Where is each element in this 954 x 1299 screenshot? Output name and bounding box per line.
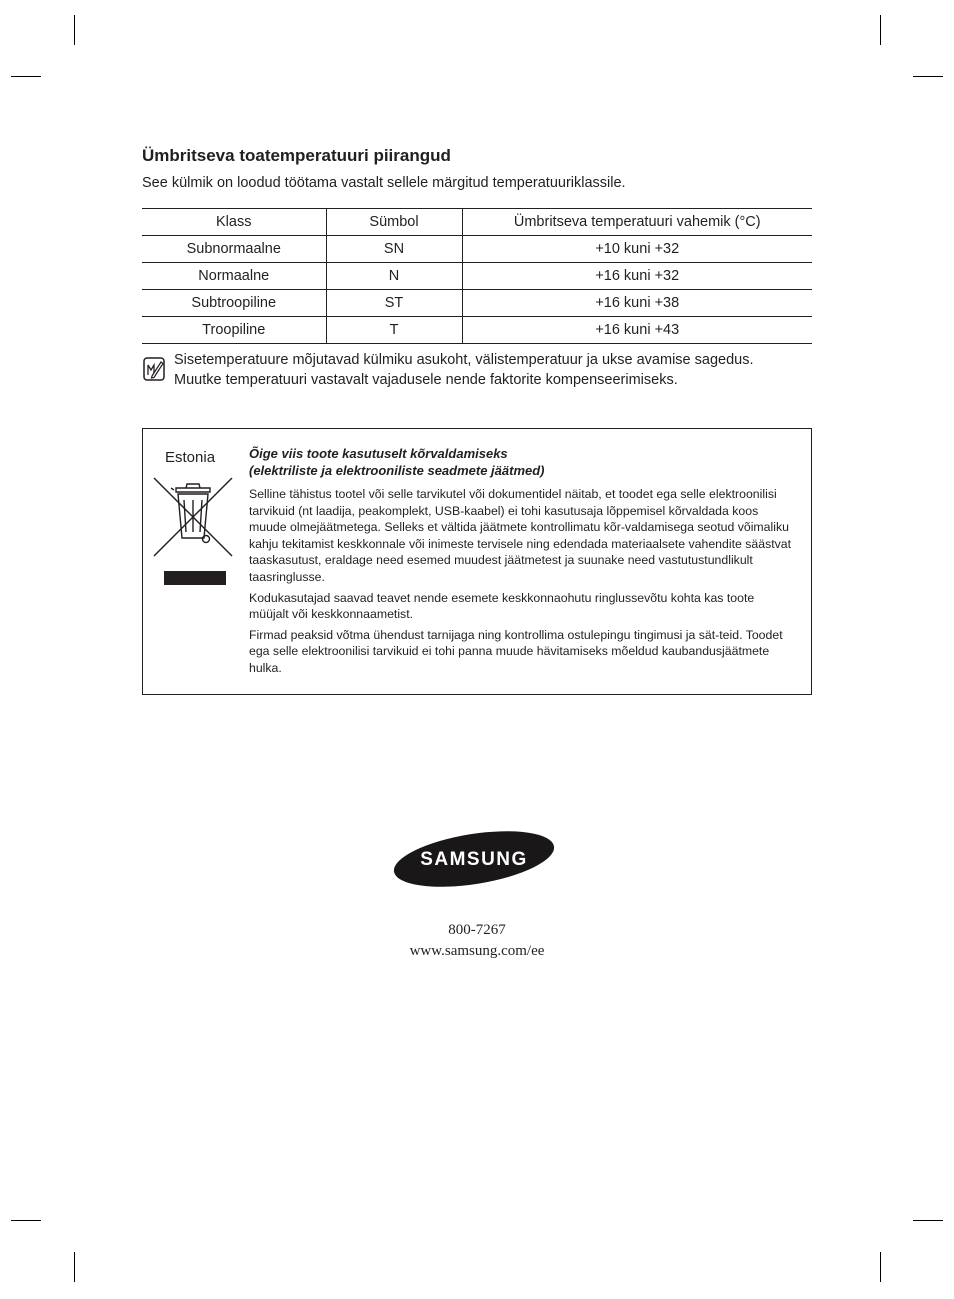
crop-mark [74,15,75,45]
table-header-row [142,209,812,236]
symbol-cell: SN [326,236,462,263]
symbol-cell: ST [326,290,462,317]
note-text [174,350,814,390]
weee-disposal-box [142,428,812,695]
weee-title [249,445,789,479]
country-label: Estonia [165,449,216,466]
crop-mark [11,1220,41,1221]
column-header-symbol: Sümbol [326,209,462,236]
section-title: Ümbritseva toatemperatuuri piirangud [142,146,451,165]
weee-paragraph: Selline tähistus tootel või selle tarvikutel või dokumentidel näitab, et toodet ega selle elektroonilisi tarvikuid (nt laadija, peakomplekt, USB-kaabel) ei tohi kasutusaja lõppemisel kõrvaldada koos muude olmejäätmetega. Selleks et vältida jäätmete kontrollimatu kõr-valdamisega seotud võimaliku kahju tekitamist keskkonnale või inimeste tervisele ning edendada materiaalsete vahendite säästvat taaskasutust, eraldage need esemed muudest jäätmetest ja suunake need vastutustundlikult taasringlusse. [249,487,792,584]
weee-title-line: (elektriliste ja elektrooniliste seadmete jäätmed) [249,463,545,478]
class-cell: Troopiline [142,317,326,344]
table-row [142,290,812,317]
crop-mark [913,1220,943,1221]
phone-number: 800-7267 [448,922,506,938]
crossed-out-wheelie-bin-icon [152,476,234,558]
class-cell: Normaalne [142,263,326,290]
weee-title-line: Õige viis toote kasutuselt kõrvaldamiseks [249,446,508,461]
table-row [142,236,812,263]
range-cell: +16 kuni +32 [462,263,812,290]
samsung-logo [392,830,556,888]
crop-mark [913,76,943,77]
table-row [142,263,812,290]
crop-mark [880,1252,881,1282]
temperature-class-table [142,208,812,344]
class-cell: Subtroopiline [142,290,326,317]
crop-mark [880,15,881,45]
website-link[interactable]: www.samsung.com/ee [409,943,545,959]
contact-block [377,920,577,962]
range-cell: +16 kuni +38 [462,290,812,317]
class-cell: Subnormaalne [142,236,326,263]
weee-black-bar [164,571,226,585]
weee-paragraph: Kodukasutajad saavad teavet nende esemete keskkonnaohutu ringlussevõtu kohta kas toote müüjalt või keskkonnaametist. [249,590,755,622]
range-cell: +10 kuni +32 [462,236,812,263]
column-header-class: Klass [142,209,326,236]
note-line: Muutke temperatuuri vastavalt vajadusele nende faktorite kompenseerimiseks. [174,372,678,388]
crop-mark [11,76,41,77]
note-pencil-icon [143,357,165,381]
crop-mark [74,1252,75,1282]
symbol-cell: N [326,263,462,290]
samsung-logo-text: SAMSUNG [420,849,528,870]
note-line: Sisetemperatuure mõjutavad külmiku asukoht, välistemperatuur ja ukse avamise sagedus. [174,352,754,368]
intro-text: See külmik on loodud töötama vastalt sellele märgitud temperatuuriklassile. [142,175,626,191]
weee-body [249,486,797,681]
symbol-cell: T [326,317,462,344]
weee-paragraph: Firmad peaksid võtma ühendust tarnijaga ning kontrollima ostulepingu tingimusi ja sät-teid. Toodet ega selle elektroonilisi tarvikuid ei tohi panna muude hävitamiseks mõeldud kaubandusjäätmete hulka. [249,627,783,675]
table-row [142,317,812,344]
range-cell: +16 kuni +43 [462,317,812,344]
column-header-range: Ümbritseva temperatuuri vahemik (°C) [462,209,812,236]
